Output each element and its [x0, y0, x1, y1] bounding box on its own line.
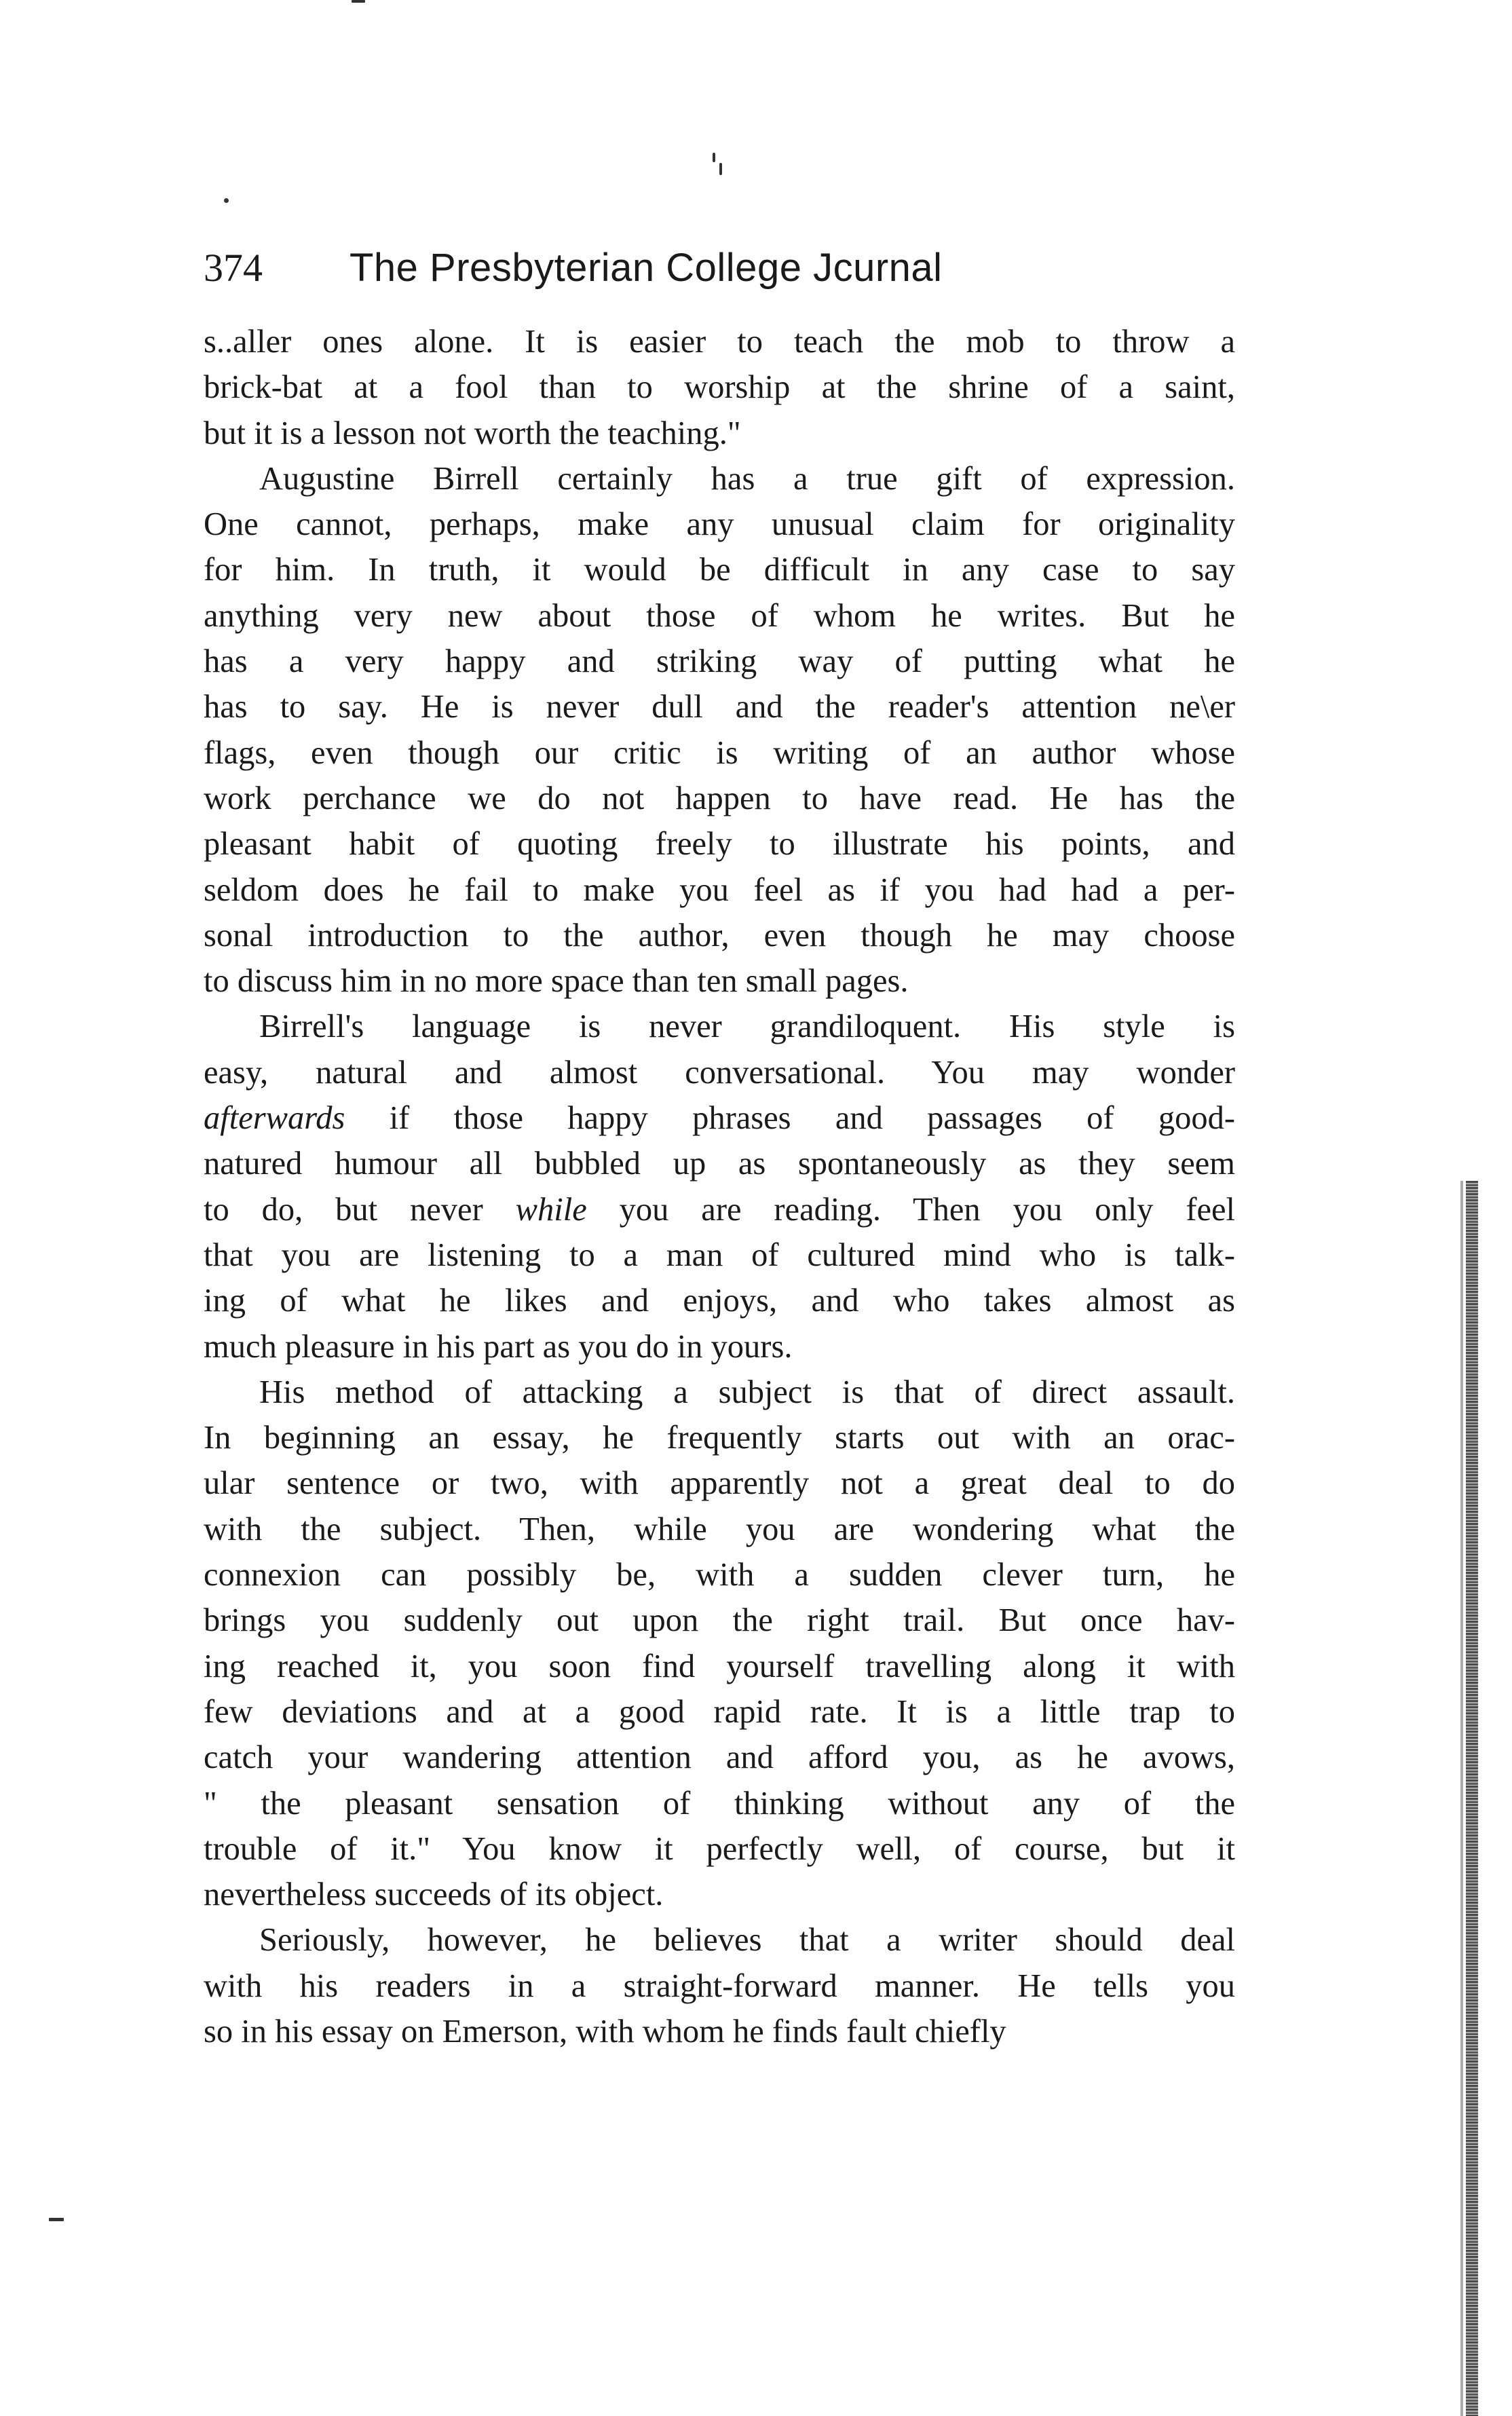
- text-line: In beginning an essay, he frequently starts out with an orac-: [204, 1420, 1235, 1456]
- text-line: to discuss him in no more space than ten small pages.: [204, 963, 909, 1000]
- text-line: sonal introduction to the author, even though he may choose: [204, 917, 1235, 954]
- text-line: ing of what he likes and enjoys, and who takes almost as: [204, 1283, 1235, 1319]
- italic-word: afterwards: [204, 1100, 345, 1137]
- text-line: Augustine Birrell certainly has a true gift of expression.: [259, 460, 1235, 497]
- text-line: brings you suddenly out upon the right trail. But once hav-: [204, 1602, 1235, 1639]
- paragraph-p4: [204, 1370, 1235, 1918]
- scan-speck: [719, 163, 722, 175]
- text-line: with the subject. Then, while you are wondering what the: [204, 1511, 1235, 1547]
- page-edge-shadow: [1460, 1181, 1463, 2416]
- paragraph-p1: [204, 319, 1235, 456]
- text-line: Seriously, however, he believes that a writer should deal: [259, 1922, 1235, 1959]
- text-line: flags, even though our critic is writing of an author whose: [204, 734, 1235, 771]
- scan-speck: [49, 2218, 64, 2221]
- text-line: few deviations and at a good rapid rate. It is a little trap to: [204, 1693, 1235, 1730]
- text-line: seldom does he fail to make you feel as if you had had a per-: [204, 871, 1235, 908]
- text-line: trouble of it." You know it perfectly well, of course, but it: [204, 1830, 1235, 1867]
- text-line: natured humour all bubbled up as spontaneously as they seem: [204, 1146, 1235, 1182]
- text-line: has a very happy and striking way of putting what he: [204, 643, 1235, 680]
- scan-speck: [713, 153, 715, 162]
- text-line: One cannot, perhaps, make any unusual claim for originality: [204, 506, 1235, 543]
- page-header: [204, 234, 1106, 302]
- text-line: but it is a lesson not worth the teaching.": [204, 415, 741, 451]
- text-line: so in his essay on Emerson, with whom he finds fault chiefly: [204, 2013, 1006, 2050]
- text-line: connexion can possibly be, with a sudden clever turn, he: [204, 1557, 1235, 1593]
- text-line: for him. In truth, it would be difficult in any case to say: [204, 552, 1235, 588]
- text-line: ular sentence or two, with apparently not a great deal to do: [204, 1465, 1235, 1502]
- page-number: 374: [204, 246, 263, 290]
- text-line: s..aller ones alone. It is easier to teach the mob to throw a: [204, 324, 1235, 360]
- text-line: His method of attacking a subject is that of direct assault.: [259, 1374, 1235, 1410]
- page-edge-binding: [1466, 1181, 1478, 2416]
- text-line: that you are listening to a man of cultured mind who is talk-: [204, 1237, 1235, 1273]
- body-text: [204, 319, 1235, 2054]
- text-line: easy, natural and almost conversational. You may wonder: [204, 1054, 1235, 1091]
- text-line: to do, but never while you are reading. Then you only feel: [204, 1191, 1235, 1228]
- text-line: afterwards if those happy phrases and passages of good-: [204, 1100, 1235, 1137]
- text-line: Birrell's language is never grandiloquent. His style is: [259, 1008, 1235, 1045]
- paragraph-p3: [204, 1004, 1235, 1369]
- text-line: with his readers in a straight-forward manner. He tells you: [204, 1967, 1235, 2004]
- running-title: The Presbyterian College Jcurnal: [349, 246, 943, 290]
- text-line: " the pleasant sensation of thinking without any of the: [204, 1785, 1235, 1822]
- text-line: ing reached it, you soon find yourself travelling along it with: [204, 1648, 1235, 1684]
- text-line: work perchance we do not happen to have read. He has the: [204, 780, 1235, 816]
- text-line: brick-bat at a fool than to worship at the shrine of a saint,: [204, 369, 1235, 406]
- scan-speck: [352, 0, 365, 3]
- scan-speck: [224, 198, 229, 203]
- text-line: catch your wandering attention and afford you, as he avows,: [204, 1739, 1235, 1776]
- italic-word: while: [515, 1191, 587, 1228]
- text-line: has to say. He is never dull and the reader's attention ne\er: [204, 689, 1235, 725]
- paragraph-p2: [204, 456, 1235, 1004]
- text-line: nevertheless succeeds of its object.: [204, 1876, 664, 1913]
- text-line: pleasant habit of quoting freely to illustrate his points, and: [204, 826, 1235, 863]
- paragraph-p5: [204, 1917, 1235, 2054]
- text-line: much pleasure in his part as you do in yours.: [204, 1328, 793, 1365]
- text-line: anything very new about those of whom he writes. But he: [204, 597, 1235, 634]
